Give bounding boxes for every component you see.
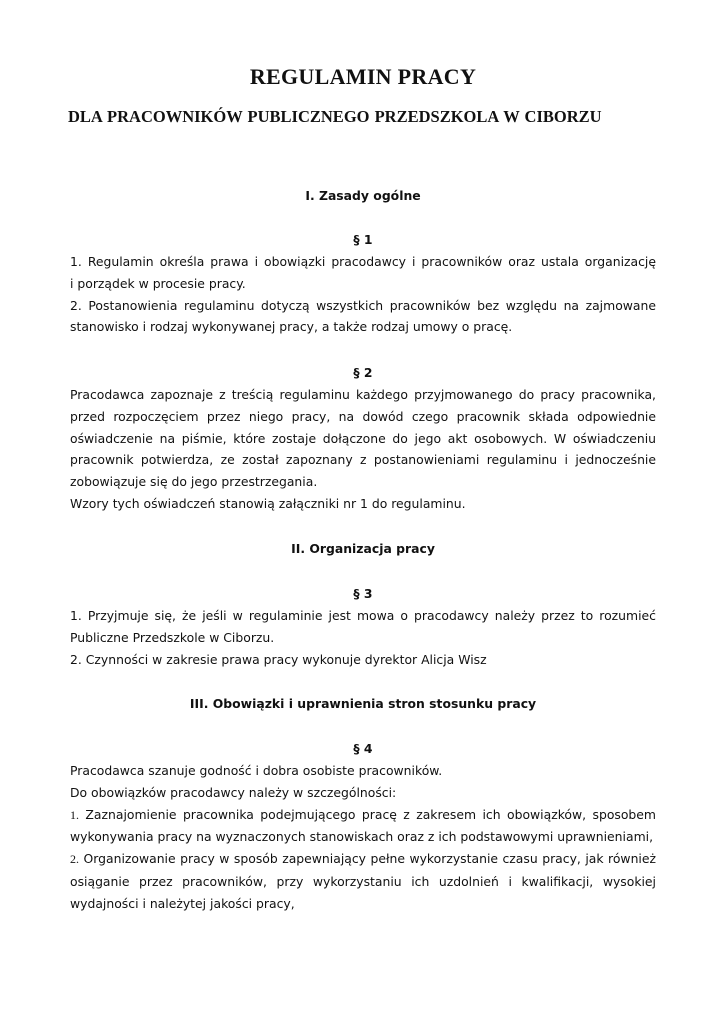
text-line: Wzory tych oświadczeń stanowią załączniki nr 1 do regulaminu. <box>70 495 466 511</box>
section-heading-3: III. Obowiązki i uprawnienia stron stosunku pracy <box>189 696 537 711</box>
paragraph-3-body <box>70 605 656 670</box>
paragraph-mark-1: § 1 <box>353 232 373 247</box>
paragraph-1-list <box>70 251 656 338</box>
text-line: przed rozpoczęciem przez niego pracy, na dowód czego pracownik składa odpowiednie <box>70 408 656 424</box>
list-item-continuation: stanowisko i rodzaj wykonywanej pracy, a także rodzaj umowy o pracę. <box>70 319 513 335</box>
document-title: REGULAMIN PRACY <box>249 64 477 89</box>
list-item-number: 2. <box>70 297 82 313</box>
text-line: 2. Czynności w zakresie prawa pracy wykonuje dyrektor Alicja Wisz <box>70 651 487 667</box>
paragraph-mark-2: § 2 <box>353 365 373 380</box>
text-line: Publiczne Przedszkole w Ciborzu. <box>70 629 275 645</box>
section-heading-text: Organizacja pracy <box>309 541 435 556</box>
text-line: 1. Przyjmuje się, że jeśli w regulaminie jest mowa o pracodawcy należy przez to rozumieć <box>70 608 656 623</box>
list-item-continuation: i porządek w procesie pracy. <box>70 275 246 291</box>
list-item <box>70 251 656 273</box>
document-page <box>70 0 656 1024</box>
document-subtitle: DLA PRACOWNIKÓW PUBLICZNEGO PRZEDSZKOLA W CIBORZU <box>68 107 602 126</box>
list-item-number: 2. <box>70 852 79 867</box>
text-line: Pracodawca szanuje godność i dobra osobiste pracowników. <box>70 763 443 778</box>
text-line: oświadczenie na piśmie, które zostaje dołączone do jego akt osobowych. W oświadczeniu <box>70 430 656 446</box>
list-item-text: Postanowienia regulaminu dotyczą wszystkich pracowników bez względu na zajmowane <box>88 297 656 313</box>
list-item <box>70 295 656 317</box>
list-item-number: 1. <box>70 807 79 822</box>
list-item-text: Organizowanie pracy w sposób zapewniający pełne wykorzystanie czasu pracy, jak również <box>83 851 656 867</box>
paragraph-4-body <box>70 760 656 915</box>
text-line: pracownik potwierdza, ze został zapoznany z postanowieniami regulaminu i jednocześnie <box>70 452 656 468</box>
list-item-continuation: wykonywania pracy na wyznaczonych stanowiskach oraz z ich podstawowymi uprawnieniami, <box>70 829 654 845</box>
section-heading-number: II. <box>291 541 306 556</box>
list-item <box>70 804 656 827</box>
paragraph-2-body <box>70 384 656 515</box>
text-line: zobowiązuje się do jego przestrzegania. <box>70 474 318 490</box>
list-item-continuation: osiąganie przez pracowników, przy wykorzystaniu ich uzdolnień i kwalifikacji, wysokiej <box>70 873 656 889</box>
text-line: Do obowiązków pracodawcy należy w szczególności: <box>70 784 397 800</box>
list-item <box>70 848 656 871</box>
list-item-text: Regulamin określa prawa i obowiązki pracodawcy i pracowników oraz ustala organizację <box>87 254 656 269</box>
list-item-continuation: wydajności i należytej jakości pracy, <box>70 895 295 911</box>
text-line: Pracodawca zapoznaje z treścią regulaminu każdego przyjmowanego do pracy pracownika, <box>70 387 656 402</box>
list-item-number: 1. <box>70 254 82 269</box>
section-heading-2 <box>70 538 656 560</box>
list-item-text: Zaznajomienie pracownika podejmującego pracę z zakresem ich obowiązków, sposobem <box>85 806 656 822</box>
section-heading-1: I. Zasady ogólne <box>305 188 421 203</box>
paragraph-mark-3: § 3 <box>353 586 373 601</box>
paragraph-mark-4: § 4 <box>353 741 373 756</box>
